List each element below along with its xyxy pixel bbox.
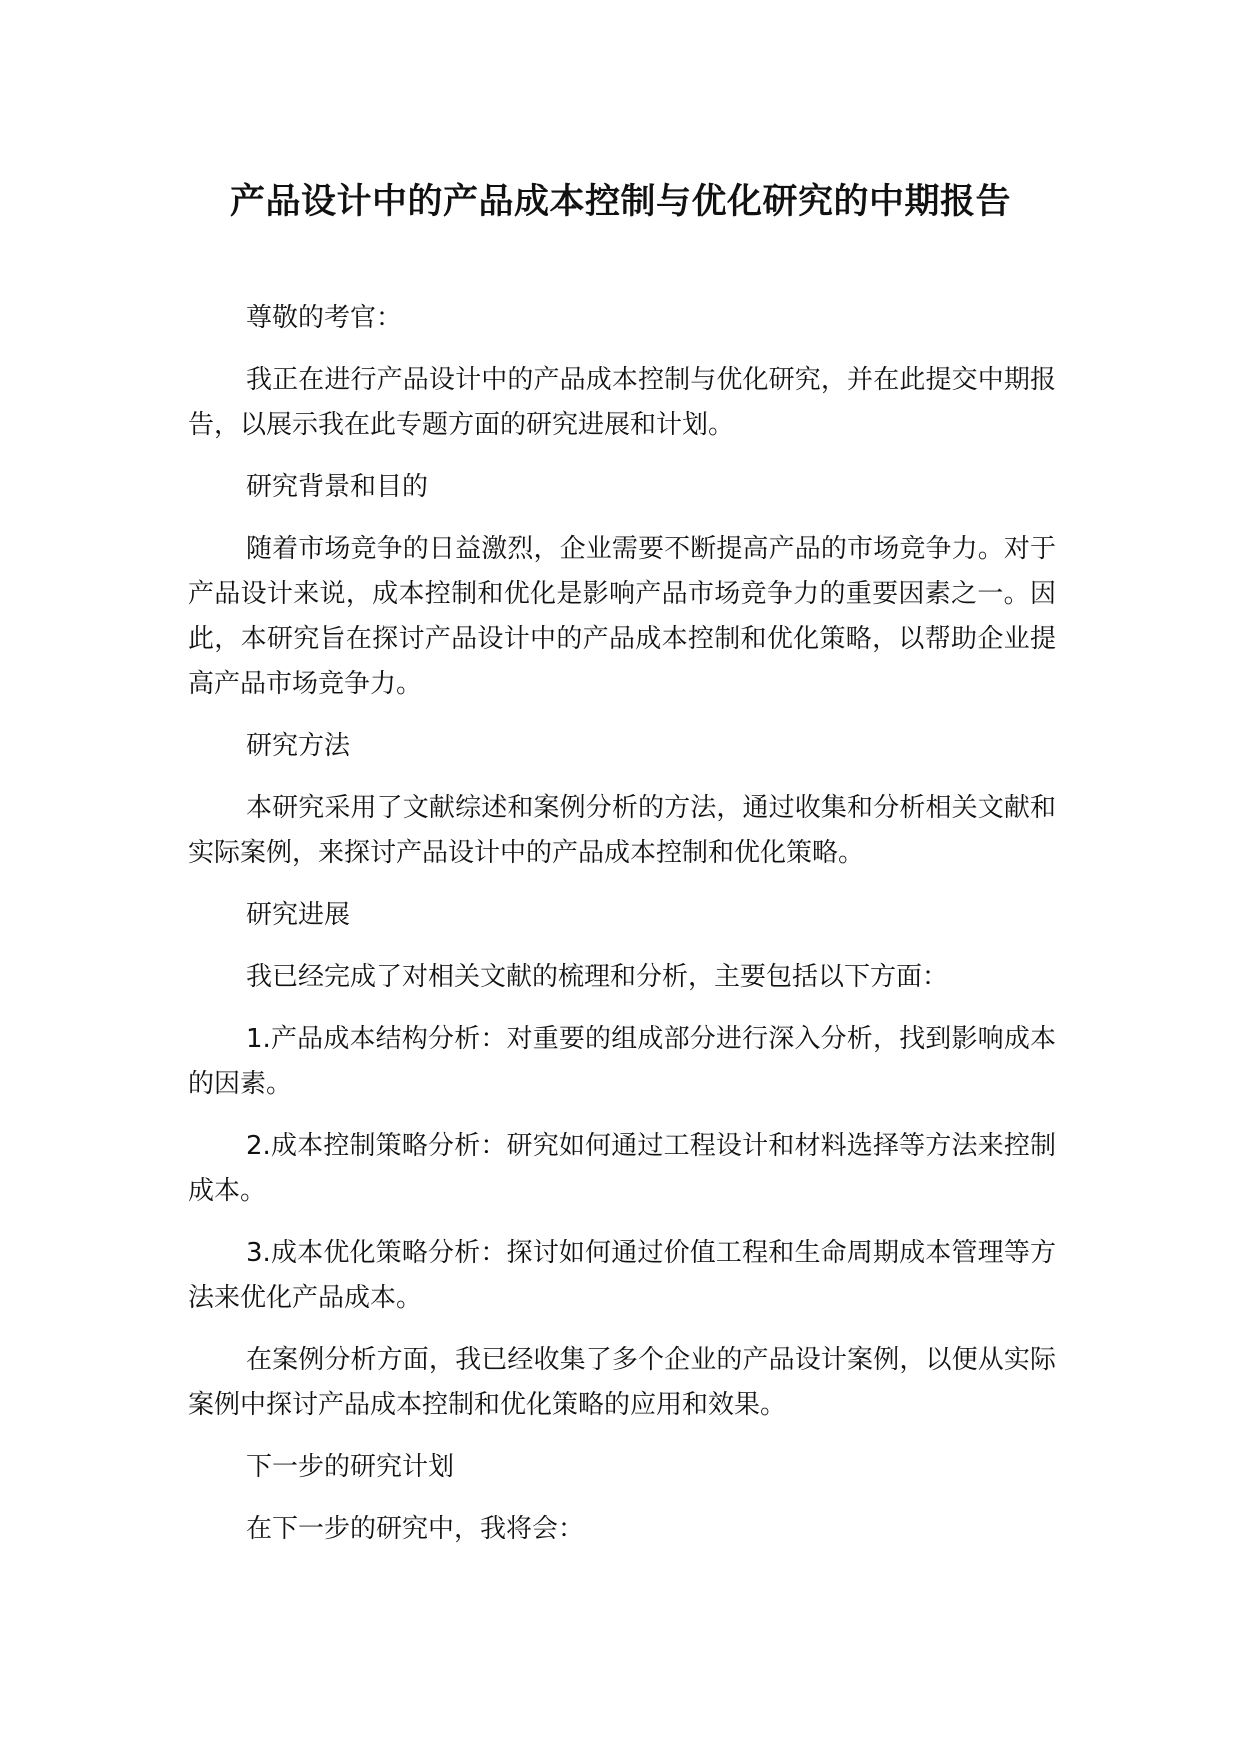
- salutation: 尊敬的考官：: [246, 303, 403, 333]
- case-analysis-paragraph: 在案例分析方面，我已经收集了多个企业的产品设计案例，以便从实际案例中探讨产品成本控制和优化策略的应用和效果。: [188, 1345, 1056, 1420]
- section-heading-background: 研究背景和目的: [246, 472, 429, 502]
- document-title: 产品设计中的产品成本控制与优化研究的中期报告: [229, 182, 1011, 222]
- section-heading-method: 研究方法: [246, 731, 351, 761]
- document-body: [188, 296, 1056, 1569]
- section-heading-next-plan: 下一步的研究计划: [246, 1452, 455, 1482]
- section-heading-progress: 研究进展: [246, 900, 351, 930]
- progress-paragraph: 我已经完成了对相关文献的梳理和分析，主要包括以下方面：: [246, 962, 949, 992]
- progress-item-2: 2.成本控制策略分析：研究如何通过工程设计和材料选择等方法来控制成本。: [188, 1131, 1056, 1206]
- progress-item-3: 3.成本优化策略分析：探讨如何通过价值工程和生命周期成本管理等方法来优化产品成本。: [188, 1238, 1056, 1313]
- intro-paragraph: 我正在进行产品设计中的产品成本控制与优化研究，并在此提交中期报告，以展示我在此专题方面的研究进展和计划。: [188, 365, 1056, 440]
- next-plan-paragraph: 在下一步的研究中，我将会：: [246, 1514, 585, 1544]
- background-paragraph: 随着市场竞争的日益激烈，企业需要不断提高产品的市场竞争力。对于产品设计来说，成本控制和优化是影响产品市场竞争力的重要因素之一。因此，本研究旨在探讨产品设计中的产品成本控制和优化策略，以帮助企业提高产品市场竞争力。: [188, 534, 1056, 699]
- progress-item-1: 1.产品成本结构分析：对重要的组成部分进行深入分析，找到影响成本的因素。: [188, 1024, 1056, 1099]
- method-paragraph: 本研究采用了文献综述和案例分析的方法，通过收集和分析相关文献和实际案例，来探讨产品设计中的产品成本控制和优化策略。: [188, 793, 1056, 868]
